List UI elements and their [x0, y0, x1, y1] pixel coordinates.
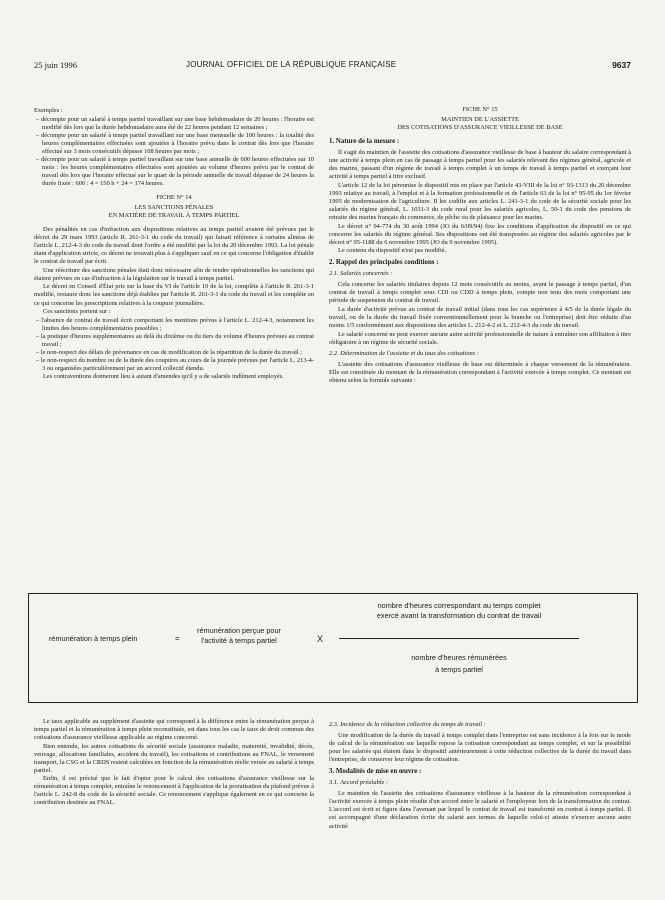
formula-denominator-line-1: nombre d'heures rémunérées — [411, 653, 507, 662]
fiche-14-subtitle-line-2: EN MATIÈRE DE TRAVAIL À TEMPS PARTIEL — [108, 212, 240, 220]
fiche-14-subtitle-line-1: LES SANCTIONS PÉNALES — [134, 204, 214, 212]
list-item: – la pratique d'heures supplémentaires au delà du dixième ou du tiers du volume d'heures prévues au contrat travail ; — [34, 333, 314, 349]
formula-numerator — [339, 601, 579, 621]
fiche-14-subtitle — [34, 204, 314, 220]
paragraph: Bien entendu, les autres cotisations de sécurité sociale (assurance maladie, maternité, invalidité, décès, veuvage, allocations familiales, accident du travail), les cotisations et contributions au FNAL, le versement transport, la CSG et la CRDS restent calculées en fonction de la rémunération réelle versée au salarié à temps partiel. — [34, 742, 314, 774]
sanctions-list — [34, 317, 314, 373]
formula-middle-line-2: l'activité à temps partiel — [201, 636, 277, 645]
paragraph: Le décret n° 94-774 du 30 août 1994 (JO du 6/09/94) fixe les conditions d'application du dispositif en ce qui concerne les salariés du régime général. Ses dispositions ont été transposées au régime des salariés agricoles par le décret n° 95-1188 du 6 novembre 1995 (JO du 9 novembre 1995). — [329, 222, 631, 246]
list-item: – décompte pour un salarié à temps partiel travaillant sur une base hebdomadaire de 20 heures : l'horaire est modifié dès lors que la durée hebdomadaire aura été de 22 heures pendant 12 semaines ; — [34, 116, 314, 132]
list-item: – l'absence de contrat de travail écrit comportant les mentions prévus à l'article L. 212-4-3, notamment les limites des heures complémentaires possibles ; — [34, 317, 314, 333]
paragraph: Une réécriture des sanctions pénales était donc nécessaire afin de rendre opérationnelles les sanctions qui étaient prévues en cas d'infraction à la législation sur le travail à temps partiel. — [34, 266, 314, 282]
section-heading: 3. Modalités de mise en œuvre : — [329, 768, 422, 776]
paragraph: Le contenu du dispositif n'est pas modifié. — [338, 247, 447, 255]
page-date: 25 juin 1996 — [34, 60, 77, 70]
fraction-bar — [339, 638, 579, 639]
formula-middle-line-1: rémunération perçue pour — [197, 626, 281, 635]
paragraph: Cela concerne les salariés titulaires depuis 12 mois consécutifs au moins, avant le passage à temps partiel, d'un contrat de travail à temps complet sous CDI ou CDD à temps plein, compte non tenu des mois comportant une période de suspension du contrat de travail. — [329, 281, 631, 305]
formula-lhs: rémunération à temps plein — [49, 634, 138, 643]
formula-numerator-line-2: exercé avant la transformation du contrat de travail — [376, 611, 542, 620]
formula-box — [28, 593, 638, 703]
right-column-top — [329, 100, 631, 583]
list-item: – le non-respect des délais de prévenance en cas de modification de la répartition de la durée du travail ; — [34, 349, 314, 357]
paragraph: Le salarié concerné ne peut exercer aucune autre activité professionnelle de nature à entraîner son affiliation à titre obligatoire à un régime de sécurité sociale. — [329, 330, 631, 346]
paragraph: La durée d'activité prévue au contrat de travail initial (dans tous les cas supérieure à 4/5 de la durée légale du travail, ou de la durée du travail fixée conventionnellement pour la branche ou l'entreprise) doit être réduite d'au moins 1/5 conformément aux dispositions des articles L. 212-4-2 et L. 212-4-3 du code du travail. — [329, 306, 631, 330]
paragraph: Les contraventions donneront lieu à autant d'amendes qu'il y a de salariés indûment employés. — [43, 372, 284, 380]
right-column-bottom — [329, 718, 631, 898]
paragraph: Des pénalités en cas d'infraction aux dispositions relatives au temps partiel avaient été prévues par le décret du 29 mars 1993 (article R. 261-3-1 du code du travail) qui faisait référence à certains alinéas de l'article L. 212-4-3 du code du travail dont l'ordre a été modifié par la loi du 20 décembre 1993. La loi pénale étant d'application stricte, ce décret ne trouvait plus à s'appliquer sauf en ce qui concerne l'obligation d'établir le contrat de travail par écrit. — [34, 226, 314, 266]
subsection-heading: 3.1. Accord préalable : — [329, 779, 389, 787]
paragraph: Ces sanctions portent sur : — [43, 308, 111, 316]
paragraph: Une modification de la durée du travail à temps complet dans l'entreprise est sans incidence à la fois sur le mode de calcul de la rémunération sur laquelle repose la cotisation correspondant au temps complet, et sur la possibilité pour les salariés qui étaient dans le dispositif antérieurement à cette réduction collective de la durée du travail dans l'entreprise, de conserver leur régime de cotisation. — [329, 732, 631, 764]
formula-times: X — [317, 634, 324, 644]
examples-list — [34, 116, 314, 188]
paragraph: Il s'agit du maintien de l'assiette des cotisations d'assurance vieillesse de base à hauteur du salaire correspondant à une activité à temps plein en cas de passage à temps partiel pour les salariés relevant des régimes général, agricole et des marins, passant d'un régime de travail à temps complet à un temps de travail à temps partiel et exerçant leur activité à temps partiel à titre exclusif. — [329, 149, 631, 181]
left-column-top — [34, 107, 314, 577]
fiche-15-subtitle-line-2: DES COTISATIONS D'ASSURANCE VIEILLESSE DE BASE — [397, 124, 563, 132]
fiche-14-title: FICHE N° 14 — [156, 193, 192, 201]
formula-numerator-line-1: nombre d'heures correspondant au temps complet — [377, 601, 541, 610]
list-item: – décompte pour un salarié à temps partiel travaillant sur une base mensuelle de 100 heures : la totalité des heures complémentaires effectuées sont ajoutées à l'horaire prévu dans le contrat dès lors que l'horaire effectué sur 3 mois consécutifs dépasse 108 heures par mois ; — [34, 132, 314, 156]
subsection-heading: 2.1. Salariés concernés : — [329, 270, 393, 278]
paragraph: Le décret en Conseil d'État pris sur la base du VI de l'article 10 de la loi, complète à l'article R. 261-3-1 modifié, restaure donc les sanctions déjà établies par l'article R. 261-3-1 du code du travail et les complète en ce qui concerne les prescriptions relatives à la coupure journalière. — [34, 283, 314, 307]
paragraph: L'article 12 de la loi pérennise le dispositif mis en place par l'article 43-VIII de la loi n° 93-1313 du 20 décembre 1993 relative au travail, à l'emploi et à la formation professionnelle et de l'article 63 de la loi n° 95-95 du 1er février 1995 de modernisation de l'agriculture. Il les codifie aux articles L. 241-3-1 du code de la sécurité sociale pour les salariés du régime général, L. 1031-3 du code rural pour les salariés agricoles, L. 50-1 du code des pensions de retraite des marins français du commerce, de pêche ou de plaisance pour les marins. — [329, 181, 631, 222]
journal-title: JOURNAL OFFICIEL DE LA RÉPUBLIQUE FRANÇAISE — [186, 60, 397, 69]
page-number: 9637 — [612, 60, 631, 70]
section-heading: 2. Rappel des principales conditions : — [329, 259, 439, 267]
fiche-15-subtitle-line-1: MAINTIEN DE L'ASSIETTE — [441, 116, 519, 124]
list-item: – le non-respect du nombre ou de la durée des coupures au cours de la journée prévues par l'article L. 213-4-3 ou organisées particulièrement par un accord collectif étendu. — [34, 357, 314, 373]
paragraph: L'assiette des cotisations d'assurance vieillesse de base est déterminée à chaque versement de la rémunération. Elle est constituée du montant de la rémunération correspondant à l'activité exercée à temps complet. Ce montant est obtenu selon la formule suivante : — [329, 360, 631, 384]
subsection-heading: 2.3. Incidence de la réduction collective du temps de travail : — [329, 721, 486, 728]
formula-denominator — [339, 652, 579, 676]
left-column-bottom — [34, 718, 314, 898]
fiche-15-title: FICHE N° 15 — [462, 106, 498, 113]
section-heading: 1. Nature de la mesure : — [329, 138, 400, 146]
formula-middle-term — [189, 626, 289, 646]
formula-equals: = — [175, 634, 180, 643]
list-item: – décompte pour un salarié à temps partiel travaillant sur une base annuelle de 600 heures effectuées sur 10 mois : les heures complémentaires effectuées sont ajoutées au volume d'heures prévu par le contrat de travail dès lors que l'horaire effectué sur le quart de la période annuelle de travail dépasse de 24 heures la durée fixée : 600 : 4 = 150 h + 24 = 174 heures. — [34, 156, 314, 188]
paragraph: Le taux applicable au supplément d'assiette qui correspond à la différence entre la rémunération perçue à temps partiel et la rémunération à temps plein reconstituée, est dans tous les cas le taux de droit commun des cotisations d'assurance vieillesse applicable au régime concerné. — [34, 718, 314, 742]
subsection-heading: 2.2. Détermination de l'assiette et du taux des cotisations : — [329, 349, 479, 357]
paragraph: Enfin, il est précisé que le fait d'opter pour le calcul des cotisations d'assurance vieillesse sur la rémunération à temps complet, entraîne le renoncement à l'application de la proratisation du plafond prévue à l'article L. 242-8 du code de la sécurité sociale. Ce renoncement s'applique également en ce qui concerne la contribution destinée au FNAL. — [34, 775, 314, 807]
fiche-15-subtitle — [329, 116, 631, 132]
paragraph: Le maintien de l'assiette des cotisations d'assurance vieillesse à la hauteur de la rémunération correspondant à l'activité exercée à temps plein résulte d'un accord entre le salarié et l'employeur lors de la transformation du contrat. L'accord est écrit et figure dans l'avenant par lequel le contrat de travail est transformé en contrat à temps partiel. Il est accompagné d'une déclaration écrite du salarié aux termes de laquelle celui-ci atteste n'exercer aucune autre activité — [329, 790, 631, 830]
formula-denominator-line-2: à temps partiel — [435, 665, 483, 674]
examples-title: Exemples : — [34, 107, 63, 114]
